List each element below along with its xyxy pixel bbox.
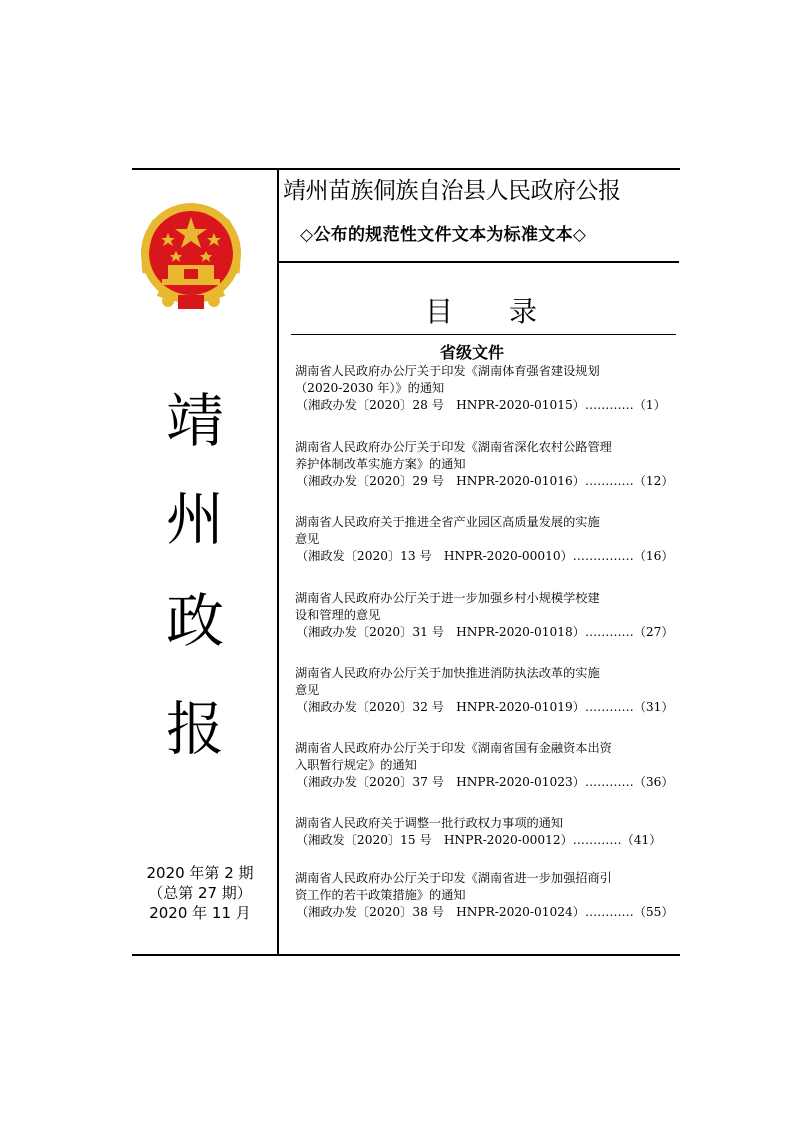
- toc-entry-title-line: 资工作的若干政策措施》的通知: [295, 888, 466, 902]
- toc-entry[interactable]: [295, 590, 677, 641]
- masthead-char-2: 州: [165, 485, 224, 553]
- toc-entry[interactable]: [295, 439, 677, 490]
- header-bottom-rule: [279, 261, 679, 263]
- toc-entry-title-line: 湖南省人民政府办公厅关于加快推进消防执法改革的实施: [295, 666, 600, 680]
- toc-entry-title-line: 湖南省人民政府办公厅关于进一步加强乡村小规模学校建: [295, 591, 600, 605]
- toc-entry-title-line: 湖南省人民政府办公厅关于印发《湖南省国有金融资本出资: [295, 741, 612, 755]
- toc-entry-reference: （湘政发〔2020〕15 号 HNPR-2020-00012）…………（41）: [296, 833, 662, 847]
- toc-entry-title-line: 湖南省人民政府办公厅关于印发《湖南体育强省建设规划: [295, 364, 600, 378]
- issue-number: 2020 年第 2 期: [146, 864, 254, 882]
- toc-entry-reference: （湘政发〔2020〕13 号 HNPR-2020-00010）……………（16）: [296, 549, 674, 563]
- toc-entry-reference: （湘政办发〔2020〕28 号 HNPR-2020-01015）…………（1）: [296, 398, 666, 412]
- toc-entry-title-line: 湖南省人民政府关于调整一批行政权力事项的通知: [295, 816, 564, 830]
- toc-entry[interactable]: [295, 514, 677, 565]
- masthead-char-3: 政: [165, 587, 224, 655]
- toc-entry[interactable]: [295, 740, 677, 791]
- toc-entry-title-line: 养护体制改革实施方案》的通知: [295, 457, 466, 471]
- toc-entry-reference: （湘政办发〔2020〕29 号 HNPR-2020-01016）…………（12）: [296, 474, 674, 488]
- vertical-divider: [277, 168, 279, 956]
- publication-title: 靖州苗族侗族自治县人民政府公报: [283, 178, 621, 204]
- toc-entry[interactable]: [295, 870, 677, 921]
- toc-entry-title-line: （2020-2030 年）》的通知: [295, 381, 445, 395]
- toc-entry-title-line: 湖南省人民政府关于推进全省产业园区高质量发展的实施: [295, 515, 600, 529]
- issue-total: （总第 27 期）: [148, 884, 252, 902]
- section-provincial-documents: 省级文件: [440, 343, 505, 362]
- toc-entry[interactable]: [295, 665, 677, 716]
- toc-entry-title-line: 入职暂行规定》的通知: [295, 758, 417, 772]
- toc-entry-title-line: 意见: [295, 532, 320, 546]
- toc-entry-reference: （湘政办发〔2020〕32 号 HNPR-2020-01019）…………（31）: [296, 700, 674, 714]
- top-rule: [132, 168, 680, 170]
- masthead-char-1: 靖: [165, 387, 224, 455]
- toc-heading: 目 录: [425, 295, 538, 328]
- toc-entry[interactable]: [295, 815, 677, 849]
- toc-entry-reference: （湘政办发〔2020〕38 号 HNPR-2020-01024）…………（55）: [296, 905, 674, 919]
- toc-entry-reference: （湘政办发〔2020〕37 号 HNPR-2020-01023）…………（36）: [296, 775, 674, 789]
- bottom-rule: [132, 954, 680, 956]
- toc-entry-title-line: 设和管理的意见: [295, 608, 381, 622]
- toc-entry-reference: （湘政办发〔2020〕31 号 HNPR-2020-01018）…………（27）: [296, 625, 674, 639]
- toc-entry-title-line: 湖南省人民政府办公厅关于印发《湖南省进一步加强招商引: [295, 871, 612, 885]
- toc-heading-rule: [291, 334, 676, 335]
- masthead-char-4: 报: [165, 695, 224, 763]
- toc-entry[interactable]: [295, 363, 677, 414]
- toc-entry-title-line: 湖南省人民政府办公厅关于印发《湖南省深化农村公路管理: [295, 440, 612, 454]
- national-emblem-icon: [138, 203, 244, 315]
- standard-text-notice: ◇公布的规范性文件文本为标准文本◇: [300, 225, 587, 245]
- toc-entry-title-line: 意见: [295, 683, 320, 697]
- issue-date: 2020 年 11 月: [149, 904, 251, 922]
